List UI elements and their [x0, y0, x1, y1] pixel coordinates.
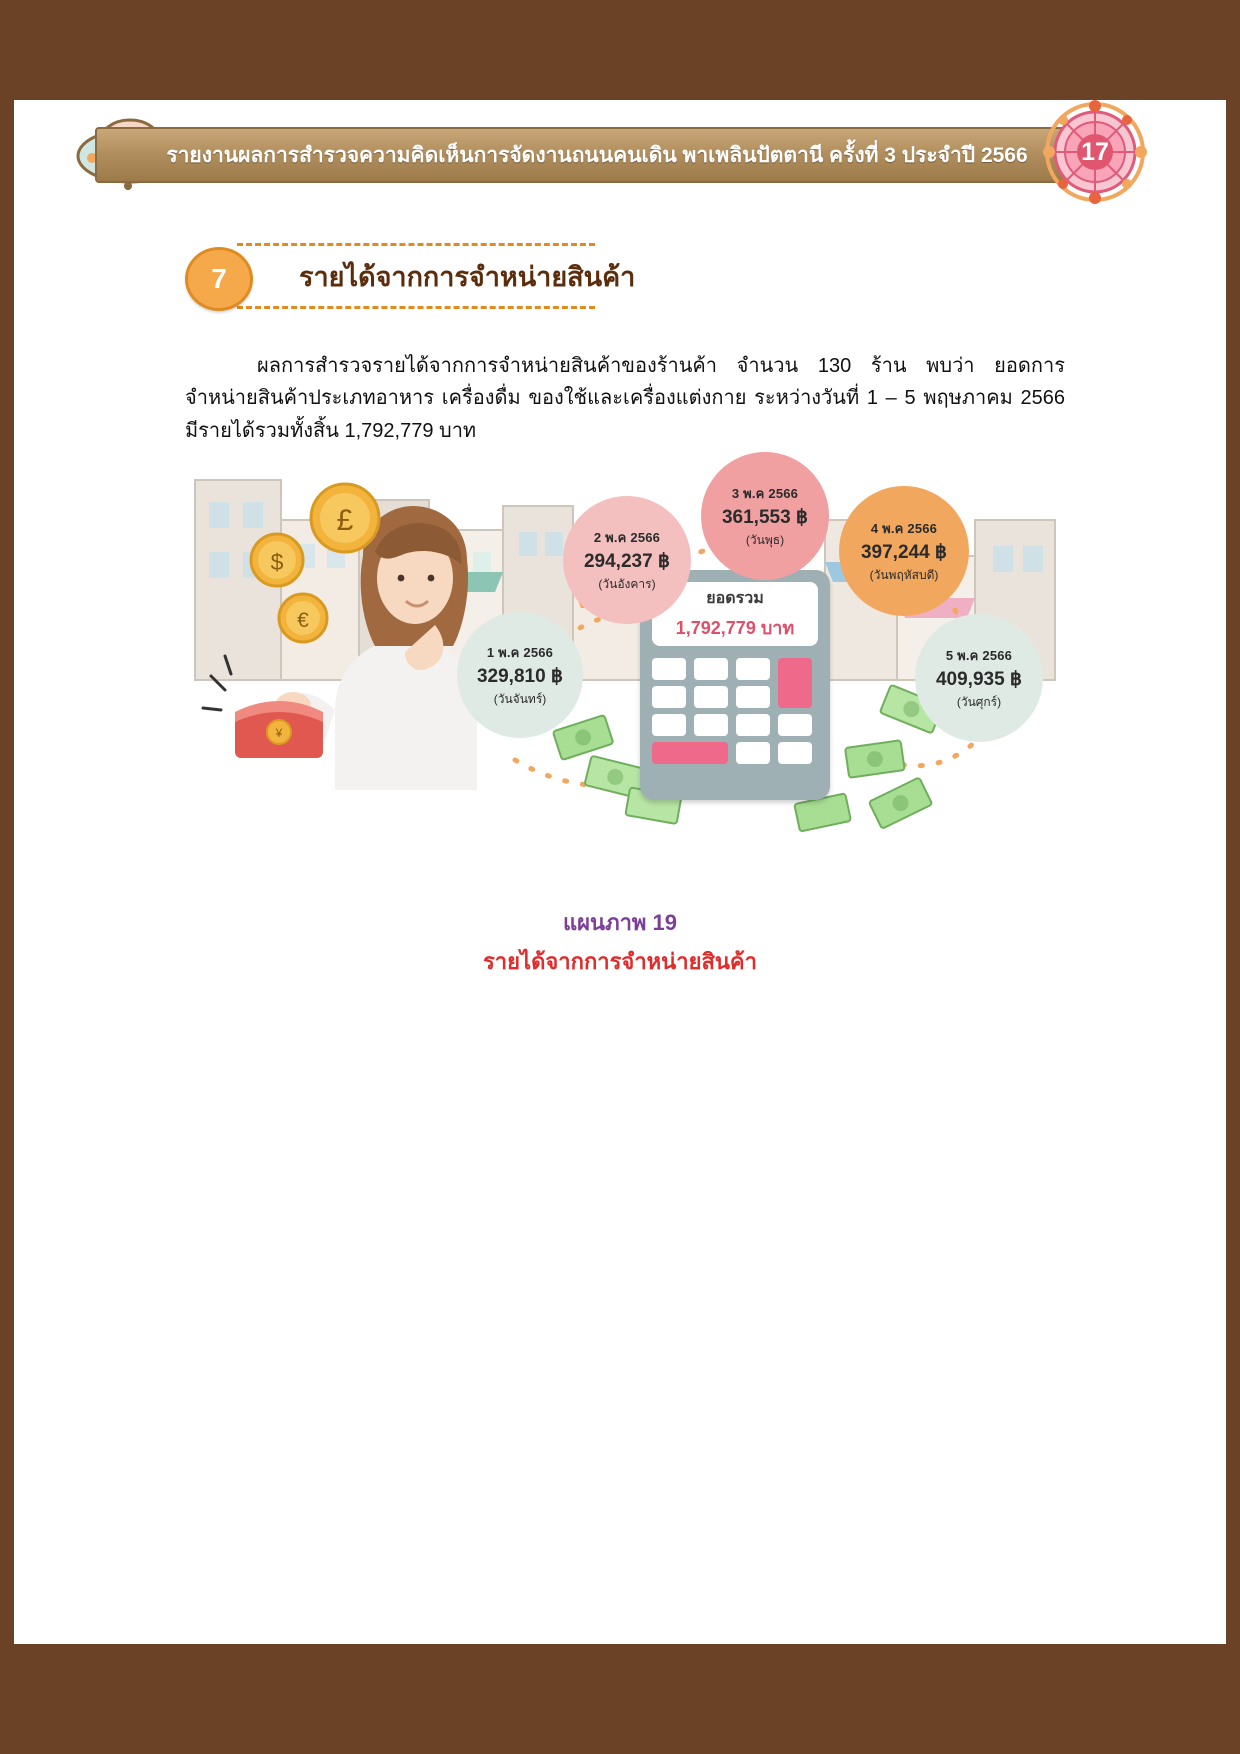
figure-caption-line-2: รายได้จากการจำหน่ายสินค้า	[482, 949, 758, 974]
calculator-key	[694, 686, 728, 708]
calculator-key	[778, 742, 812, 764]
data-bubble-day-5	[915, 614, 1043, 742]
total-label: ยอดรวม	[706, 590, 764, 607]
bubble-date: 3 พ.ค 2566	[731, 485, 799, 501]
bubble-amount: 409,935 ฿	[935, 668, 1023, 690]
svg-text:£: £	[336, 504, 354, 537]
calculator-key-accent	[652, 742, 728, 764]
figure-caption-line-1: แผนภาพ 19	[562, 910, 678, 935]
bubble-day: (วันพุธ)	[745, 532, 785, 547]
paragraph-text: ผลการสำรวจรายได้จากการจำหน่ายสินค้าของร้านค้า จำนวน 130 ร้าน พบว่า ยอดการจำหน่ายสินค้าประเภทอาหาร เครื่องดื่ม ของใช้และเครื่องแต่งกาย ระหว่างวันที่ 1 – 5 พฤษภาคม 2566 มีรายได้รวมทั้งสิ้น 1,792,779 บาท	[185, 355, 1065, 442]
section-title-box	[237, 243, 636, 309]
calculator-key	[652, 658, 686, 680]
calculator-keys	[652, 658, 818, 786]
page-border-top	[0, 0, 1240, 100]
section-heading	[185, 243, 636, 311]
svg-text:$: $	[270, 549, 284, 575]
data-bubble-day-4	[839, 486, 969, 616]
header-banner	[95, 127, 1099, 183]
bubble-day: (วันศุกร์)	[956, 694, 1002, 709]
calculator-key	[736, 714, 770, 736]
bubble-amount: 397,244 ฿	[860, 541, 948, 563]
section-number-badge: 7	[185, 247, 253, 311]
section-title: รายได้จากการจำหน่ายสินค้า	[299, 261, 636, 292]
calculator-key	[736, 686, 770, 708]
page-border-right	[1226, 0, 1240, 1754]
calculator-key	[736, 742, 770, 764]
bubble-date: 4 พ.ค 2566	[870, 520, 938, 536]
top-wave-decoration	[0, 56, 1240, 102]
bubble-amount: 294,237 ฿	[583, 550, 671, 572]
calculator-key	[694, 714, 728, 736]
calculator-key	[652, 686, 686, 708]
calculator-key	[694, 658, 728, 680]
data-bubble-day-3	[701, 452, 829, 580]
body-paragraph	[185, 350, 1065, 447]
data-bubble-day-2	[563, 496, 691, 624]
bubble-date: 1 พ.ค 2566	[486, 644, 554, 660]
bubble-day: (วันจันทร์)	[493, 691, 547, 706]
bubble-day: (วันอังคาร)	[598, 576, 656, 591]
bubble-amount: 361,553 ฿	[721, 506, 809, 528]
page-number-badge	[1043, 100, 1147, 204]
page-border-bottom	[0, 1644, 1240, 1754]
page-number: 17	[1081, 137, 1109, 166]
header-title: รายงานผลการสำรวจความคิดเห็นการจัดงานถนนคนเดิน พาเพลินปัตตานี ครั้งที่ 3 ประจำปี 2566	[166, 143, 1028, 167]
bubble-day: (วันพฤหัสบดี)	[869, 567, 939, 582]
calculator-key	[652, 714, 686, 736]
svg-text:€: €	[297, 609, 309, 632]
data-bubble-day-1	[457, 612, 583, 738]
bubble-date: 2 พ.ค 2566	[593, 529, 661, 545]
figure-caption	[0, 905, 1240, 979]
calculator-key-accent	[778, 658, 812, 708]
bottom-wave-decoration	[0, 1642, 1240, 1690]
calculator-key	[736, 658, 770, 680]
bubble-amount: 329,810 ฿	[476, 665, 564, 687]
page-border-left	[0, 0, 14, 1754]
svg-text:¥: ¥	[275, 726, 283, 740]
bubble-date: 5 พ.ค 2566	[945, 647, 1013, 663]
infographic-illustration	[185, 460, 1065, 880]
total-value: 1,792,779 บาท	[675, 618, 795, 638]
calculator-key	[778, 714, 812, 736]
